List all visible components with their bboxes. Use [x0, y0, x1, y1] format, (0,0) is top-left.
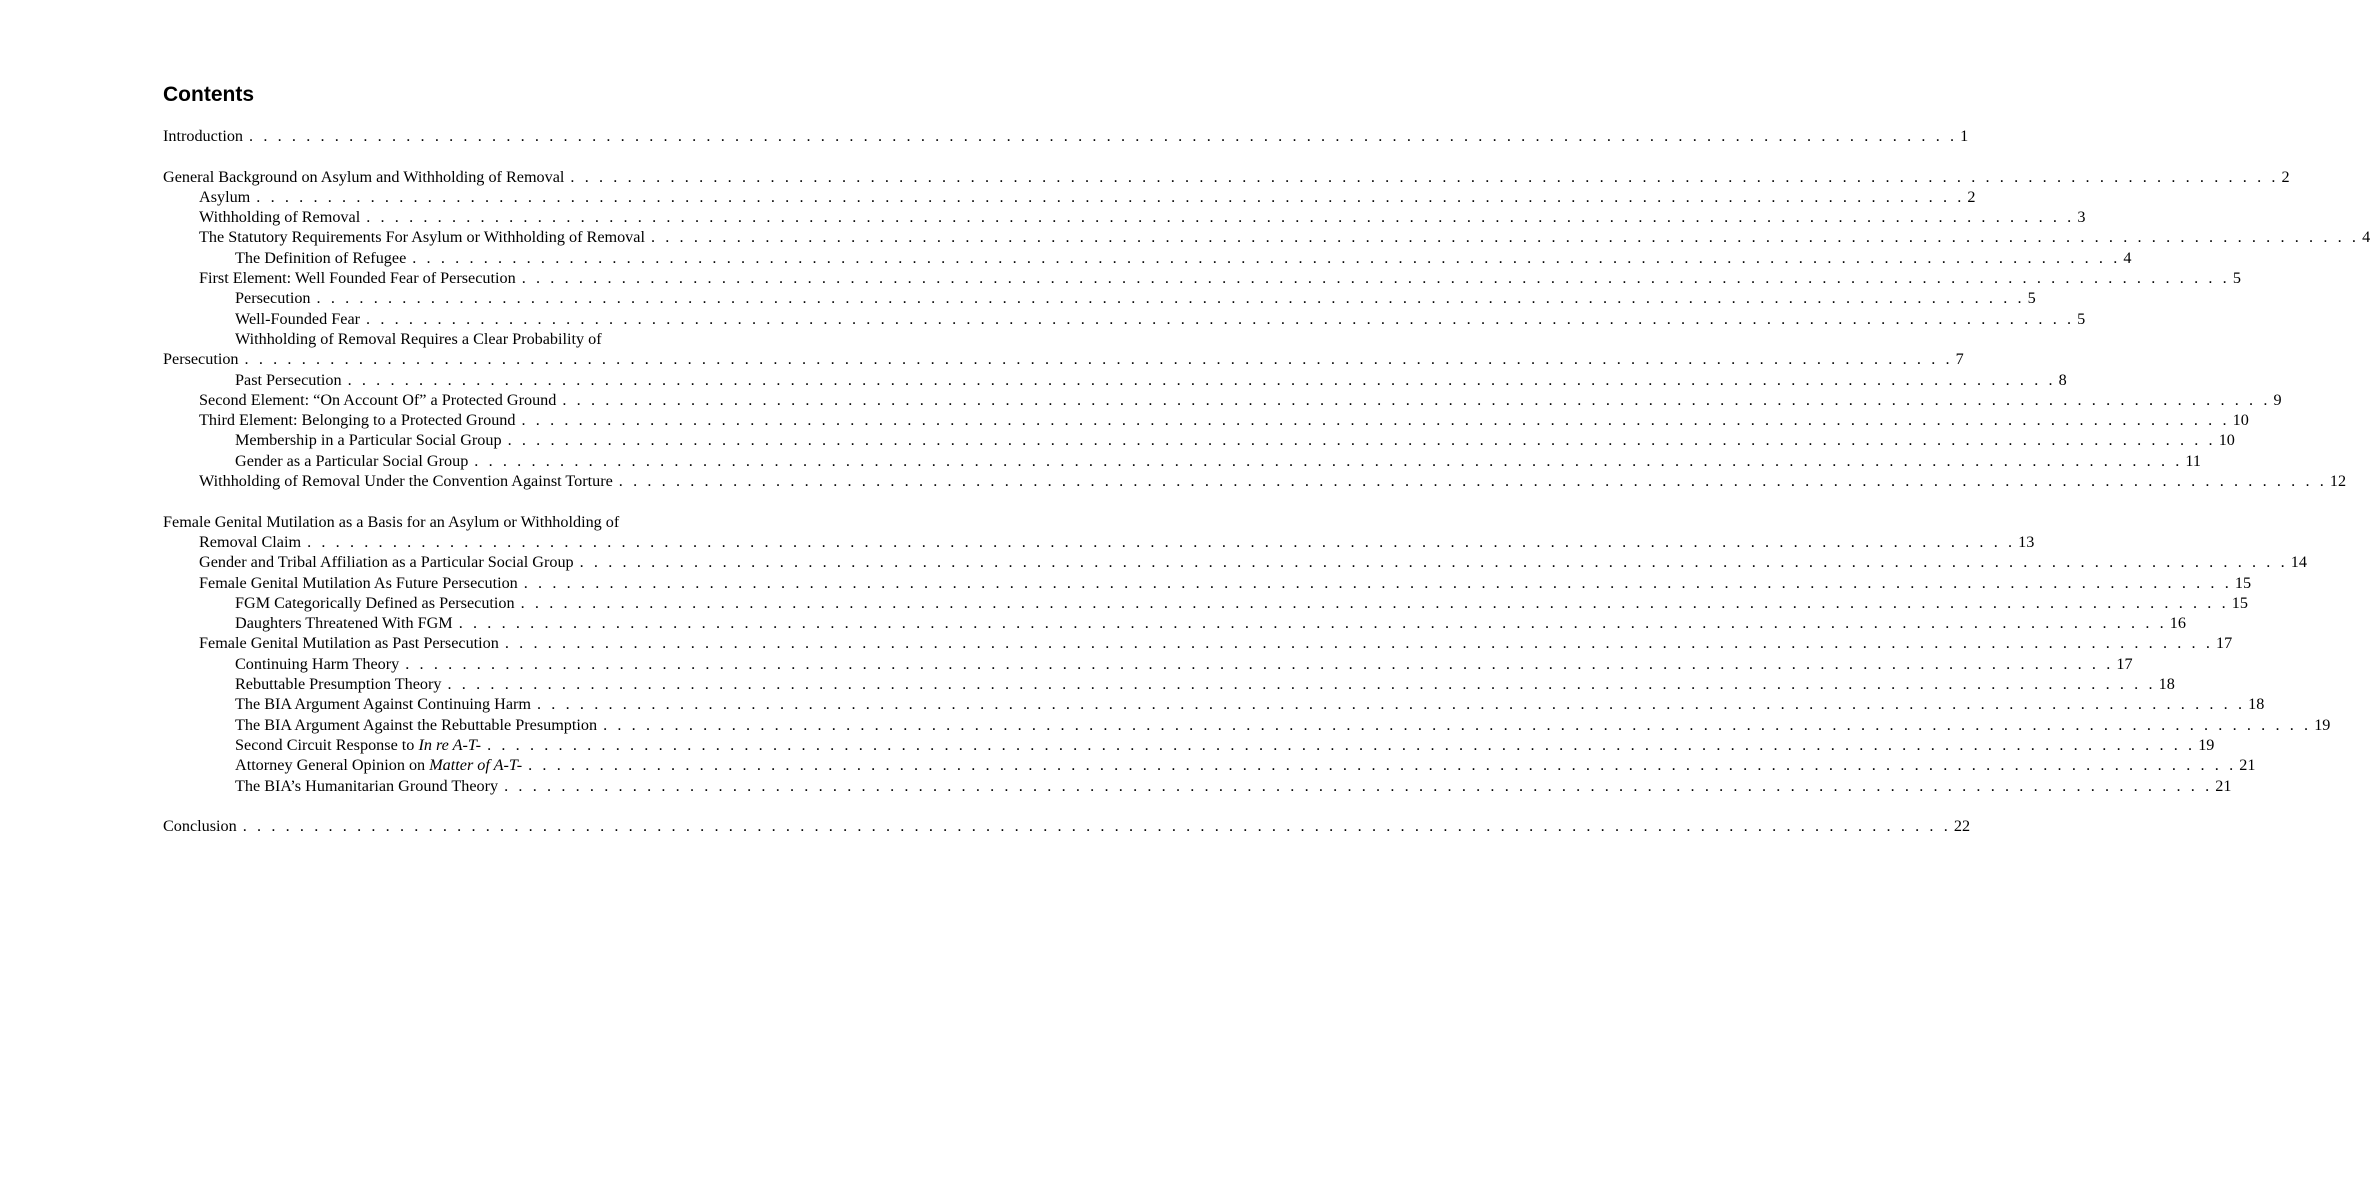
dot-leader: . . . . . . . . . . . . . . . . . . . . . . . . . . . . . . . . . . . . . . . . . . . . . . . . . . . . . . . . . . . . . . . . . . . . . . . . . . . . . . . . . . . . . . . . . . . . . . . . . . . . . . . . . . . . . . . . . . . . . . . .	[256, 187, 1965, 206]
page-number: 10	[2218, 431, 2235, 450]
dot-leader: . . . . . . . . . . . . . . . . . . . . . . . . . . . . . . . . . . . . . . . . . . . . . . . . . . . . . . . . . . . . . . . . . . . . . . . . . . . . . . . . . . . . . . . . . . . . . . . . . . . . . . . . . . . . . . . . . . . . . . . .	[405, 654, 2114, 673]
toc-entry	[163, 430, 2235, 450]
toc-entry	[163, 248, 2132, 268]
toc-entry-title	[199, 187, 250, 207]
section-gap	[163, 146, 759, 166]
toc-entry-title	[235, 451, 468, 471]
dot-leader: . . . . . . . . . . . . . . . . . . . . . . . . . . . . . . . . . . . . . . . . . . . . . . . . . . . . . . . . . . . . . . . . . . . . . . . . . . . . . . . . . . . . . . . . . . . . . . . . . . . . . . . . . . . . . . . . . . . . . . . .	[507, 431, 2216, 450]
toc-entry	[163, 613, 2186, 633]
page-number: 17	[2215, 634, 2233, 653]
page-number: 19	[2198, 735, 2215, 754]
section-gap	[163, 796, 759, 816]
toc-entry-line	[163, 329, 759, 349]
toc-entry-title: Withholding of Removal Requires a Clear Probability of	[235, 329, 602, 348]
toc-entry-title	[199, 573, 518, 593]
toc-entry-title	[199, 268, 516, 288]
toc-entry-text: The BIA Argument Against the Rebuttable Presumption	[235, 715, 598, 734]
toc-entry-text: FGM Categorically Defined as Persecution	[235, 593, 515, 612]
dot-leader: . . . . . . . . . . . . . . . . . . . . . . . . . . . . . . . . . . . . . . . . . . . . . . . . . . . . . . . . . . . . . . . . . . . . . . . . . . . . . . . . . . . . . . . . . . . . . . . . . . . . . . . . . . . . . . . . . . . . . . . .	[504, 634, 2213, 653]
toc-entry	[163, 816, 1971, 836]
toc-entry	[163, 288, 2036, 308]
toc-entry-title	[235, 309, 360, 329]
page-number: 11	[2185, 451, 2201, 470]
page-number: 1	[1960, 127, 1969, 145]
toc-entry-title	[235, 715, 597, 735]
toc-entry-title	[199, 207, 360, 227]
toc-entry-title	[235, 430, 502, 450]
toc-page	[163, 80, 2370, 836]
toc-entry-text: Persecution	[235, 289, 311, 308]
toc-entry-italic-title: Matter of A-T-	[429, 756, 523, 775]
dot-leader: . . . . . . . . . . . . . . . . . . . . . . . . . . . . . . . . . . . . . . . . . . . . . . . . . . . . . . . . . . . . . . . . . . . . . . . . . . . . . . . . . . . . . . . . . . . . . . . . . . . . . . . . . . . . . . . . . . . . . . . .	[487, 735, 2196, 754]
toc-entry	[163, 207, 2086, 227]
toc-entry	[163, 167, 2290, 187]
page-number: 3	[2077, 208, 2086, 227]
dot-leader: . . . . . . . . . . . . . . . . . . . . . . . . . . . . . . . . . . . . . . . . . . . . . . . . . . . . . . . . . . . . . . . . . . . . . . . . . . . . . . . . . . . . . . . . . . . . . . . . . . . . . . . . . . . . . . . . . . . . . . . .	[249, 127, 1958, 145]
page-number: 9	[2273, 390, 2282, 409]
toc-entry-title	[235, 654, 399, 674]
toc-entry-text: Withholding of Removal	[199, 208, 361, 227]
page-number: 18	[2158, 675, 2175, 694]
dot-leader: . . . . . . . . . . . . . . . . . . . . . . . . . . . . . . . . . . . . . . . . . . . . . . . . . . . . . . . . . . . . . . . . . . . . . . . . . . . . . . . . . . . . . . . . . . . . . . . . . . . . . . . . . . . . . . . . . . . . . . . .	[521, 269, 2230, 288]
toc-entry	[163, 268, 2241, 288]
dot-leader: . . . . . . . . . . . . . . . . . . . . . . . . . . . . . . . . . . . . . . . . . . . . . . . . . . . . . . . . . . . . . . . . . . . . . . . . . . . . . . . . . . . . . . . . . . . . . . . . . . . . . . . . . . . . . . . . . . . . . . . .	[366, 208, 2075, 227]
toc-entry-title	[235, 776, 498, 796]
dot-leader: . . . . . . . . . . . . . . . . . . . . . . . . . . . . . . . . . . . . . . . . . . . . . . . . . . . . . . . . . . . . . . . . . . . . . . . . . . . . . . . . . . . . . . . . . . . . . . . . . . . . . . . . . . . . . . . . . . . . . . . .	[474, 451, 2183, 470]
page-number: 15	[2231, 593, 2248, 612]
dot-leader: . . . . . . . . . . . . . . . . . . . . . . . . . . . . . . . . . . . . . . . . . . . . . . . . . . . . . . . . . . . . . . . . . . . . . . . . . . . . . . . . . . . . . . . . . . . . . . . . . . . . . . . . . . . . . . . . . . . . . . . .	[562, 390, 2271, 409]
page-number: 12	[2329, 472, 2347, 491]
toc-entry-text: Second Circuit Response to	[235, 735, 419, 754]
dot-leader: . . . . . . . . . . . . . . . . . . . . . . . . . . . . . . . . . . . . . . . . . . . . . . . . . . . . . . . . . . . . . . . . . . . . . . . . . . . . . . . . . . . . . . . . . . . . . . . . . . . . . . . . . . . . . . . . . . . . . . . .	[603, 715, 2312, 734]
page-title: Contents	[163, 83, 254, 106]
toc-entry-text: Conclusion	[163, 817, 237, 836]
page-number: 5	[2027, 289, 2036, 308]
dot-leader: . . . . . . . . . . . . . . . . . . . . . . . . . . . . . . . . . . . . . . . . . . . . . . . . . . . . . . . . . . . . . . . . . . . . . . . . . . . . . . . . . . . . . . . . . . . . . . . . . . . . . . . . . . . . . . . . . . . . . . . .	[504, 776, 2213, 795]
toc-entry	[163, 633, 2233, 653]
toc-entry	[163, 776, 2232, 796]
toc-entry	[163, 715, 2331, 735]
toc-entry	[163, 593, 2248, 613]
toc-entry-title	[199, 227, 645, 247]
dot-leader: . . . . . . . . . . . . . . . . . . . . . . . . . . . . . . . . . . . . . . . . . . . . . . . . . . . . . . . . . . . . . . . . . . . . . . . . . . . . . . . . . . . . . . . . . . . . . . . . . . . . . . . . . . . . . . . . . . . . . . . .	[307, 532, 2016, 551]
toc-entry-title	[235, 755, 522, 775]
dot-leader: . . . . . . . . . . . . . . . . . . . . . . . . . . . . . . . . . . . . . . . . . . . . . . . . . . . . . . . . . . . . . . . . . . . . . . . . . . . . . . . . . . . . . . . . . . . . . . . . . . . . . . . . . . . . . . . . . . . . . . . .	[366, 309, 2075, 328]
toc-entry	[163, 735, 2215, 755]
dot-leader: . . . . . . . . . . . . . . . . . . . . . . . . . . . . . . . . . . . . . . . . . . . . . . . . . . . . . . . . . . . . . . . . . . . . . . . . . . . . . . . . . . . . . . . . . . . . . . . . . . . . . . . . . . . . . . . . . . . . . . . .	[412, 248, 2121, 267]
toc-entry-text: Gender and Tribal Affiliation as a Particular Social Group	[199, 553, 574, 572]
page-number: 4	[2123, 248, 2132, 267]
toc-entry-text: Third Element: Belonging to a Protected Ground	[199, 411, 516, 430]
page-number: 16	[2169, 614, 2186, 633]
table-of-contents	[163, 126, 2370, 836]
section-gap	[163, 491, 759, 511]
toc-entry	[163, 573, 2252, 593]
toc-entry-italic-title: In re A-T-	[418, 735, 482, 754]
toc-entry	[163, 187, 1976, 207]
dot-leader: . . . . . . . . . . . . . . . . . . . . . . . . . . . . . . . . . . . . . . . . . . . . . . . . . . . . . . . . . . . . . . . . . . . . . . . . . . . . . . . . . . . . . . . . . . . . . . . . . . . . . . . . . . . . . . . . . . . . . . . .	[520, 593, 2229, 612]
dot-leader: . . . . . . . . . . . . . . . . . . . . . . . . . . . . . . . . . . . . . . . . . . . . . . . . . . . . . . . . . . . . . . . . . . . . . . . . . . . . . . . . . . . . . . . . . . . . . . . . . . . . . . . . . . . . . . . . . . . . . . . .	[618, 472, 2327, 491]
toc-entry-text: The BIA Argument Against Continuing Harm	[235, 695, 532, 714]
toc-entry-title	[199, 471, 613, 491]
toc-entry-title	[235, 248, 406, 268]
toc-entry	[163, 370, 2067, 390]
page-number: 19	[2314, 715, 2331, 734]
toc-entry-title: Female Genital Mutilation as a Basis for an Asylum or Withholding of	[163, 512, 620, 531]
toc-entry	[163, 390, 2282, 410]
toc-entry	[163, 349, 1964, 369]
dot-leader: . . . . . . . . . . . . . . . . . . . . . . . . . . . . . . . . . . . . . . . . . . . . . . . . . . . . . . . . . . . . . . . . . . . . . . . . . . . . . . . . . . . . . . . . . . . . . . . . . . . . . . . . . . . . . . . . . . . . . . . .	[447, 675, 2156, 694]
toc-entry-line	[163, 512, 759, 532]
dot-leader: . . . . . . . . . . . . . . . . . . . . . . . . . . . . . . . . . . . . . . . . . . . . . . . . . . . . . . . . . . . . . . . . . . . . . . . . . . . . . . . . . . . . . . . . . . . . . . . . . . . . . . . . . . . . . . . . . . . . . . . .	[537, 695, 2246, 714]
toc-entry-text: Past Persecution	[235, 370, 342, 389]
toc-entry	[163, 410, 2249, 430]
toc-entry	[163, 694, 2265, 714]
toc-entry-text: Second Element: “On Account Of” a Protected Ground	[199, 390, 557, 409]
page-number: 13	[2018, 532, 2035, 551]
dot-leader: . . . . . . . . . . . . . . . . . . . . . . . . . . . . . . . . . . . . . . . . . . . . . . . . . . . . . . . . . . . . . . . . . . . . . . . . . . . . . . . . . . . . . . . . . . . . . . . . . . . . . . . . . . . . . . . . . . . . . . . .	[244, 350, 1953, 369]
toc-entry-text: The Statutory Requirements For Asylum or Withholding of Removal	[199, 228, 645, 247]
toc-entry-title	[199, 410, 516, 430]
page-number: 14	[2290, 553, 2307, 572]
page-number: 8	[2058, 370, 2067, 389]
toc-entry-text: The BIA’s Humanitarian Ground Theory	[235, 776, 499, 795]
dot-leader: . . . . . . . . . . . . . . . . . . . . . . . . . . . . . . . . . . . . . . . . . . . . . . . . . . . . . . . . . . . . . . . . . . . . . . . . . . . . . . . . . . . . . . . . . . . . . . . . . . . . . . . . . . . . . . . . . . . . . . . .	[523, 573, 2232, 592]
toc-entry-title	[163, 816, 237, 836]
dot-leader: . . . . . . . . . . . . . . . . . . . . . . . . . . . . . . . . . . . . . . . . . . . . . . . . . . . . . . . . . . . . . . . . . . . . . . . . . . . . . . . . . . . . . . . . . . . . . . . . . . . . . . . . . . . . . . . . . . . . . . . .	[316, 289, 2025, 308]
toc-entry-text: Persecution	[163, 350, 239, 369]
toc-entry-text: Removal Claim	[199, 532, 302, 551]
toc-entry-text: General Background on Asylum and Withholding of Removal	[163, 167, 565, 186]
toc-entry-title	[235, 613, 453, 633]
dot-leader: . . . . . . . . . . . . . . . . . . . . . . . . . . . . . . . . . . . . . . . . . . . . . . . . . . . . . . . . . . . . . . . . . . . . . . . . . . . . . . . . . . . . . . . . . . . . . . . . . . . . . . . . . . . . . . . . . . . . . . . .	[570, 167, 2279, 186]
page-number: 2	[1967, 187, 1976, 206]
page-number: 17	[2116, 654, 2133, 673]
toc-entry-title	[235, 370, 342, 390]
toc-entry-text: First Element: Well Founded Fear of Persecution	[199, 269, 516, 288]
toc-entry	[163, 227, 2370, 247]
page-number: 18	[2248, 695, 2265, 714]
page-number: 15	[2234, 573, 2252, 592]
toc-entry-title	[235, 694, 531, 714]
toc-entry-text: Introduction	[163, 127, 244, 145]
toc-entry-text: Female Genital Mutilation as Past Persecution	[199, 634, 499, 653]
toc-entry-title	[235, 593, 515, 613]
toc-entry	[163, 309, 2086, 329]
toc-entry-text: Continuing Harm Theory	[235, 654, 400, 673]
toc-entry-title	[235, 735, 481, 755]
toc-entry-text: Well-Founded Fear	[235, 309, 361, 328]
page-number: 21	[2239, 756, 2256, 775]
toc-entry-title	[199, 390, 556, 410]
toc-entry-text: Withholding of Removal Under the Convention Against Torture	[199, 472, 613, 491]
toc-entry-text: Membership in a Particular Social Group	[235, 431, 502, 450]
toc-entry-title	[163, 126, 243, 146]
dot-leader: . . . . . . . . . . . . . . . . . . . . . . . . . . . . . . . . . . . . . . . . . . . . . . . . . . . . . . . . . . . . . . . . . . . . . . . . . . . . . . . . . . . . . . . . . . . . . . . . . . . . . . . . . . . . . . . . . . . . . . . .	[650, 228, 2360, 247]
page-number: 5	[2232, 269, 2241, 288]
toc-entry	[163, 674, 2175, 694]
toc-entry-title	[199, 633, 499, 653]
toc-entry-title	[235, 288, 311, 308]
page-number: 21	[2215, 776, 2232, 795]
toc-entry	[163, 552, 2307, 572]
page-number: 22	[1953, 817, 1971, 836]
dot-leader: . . . . . . . . . . . . . . . . . . . . . . . . . . . . . . . . . . . . . . . . . . . . . . . . . . . . . . . . . . . . . . . . . . . . . . . . . . . . . . . . . . . . . . . . . . . . . . . . . . . . . . . . . . . . . . . . . . . . . . . .	[579, 553, 2288, 572]
toc-entry-title	[199, 532, 301, 552]
toc-entry	[163, 654, 2133, 674]
toc-entry-text: The Definition of Refugee	[235, 248, 407, 267]
toc-entry	[163, 532, 2035, 552]
page-number: 2	[2281, 167, 2290, 186]
toc-entry-text: Female Genital Mutilation As Future Persecution	[199, 573, 518, 592]
toc-entry-text: Gender as a Particular Social Group	[235, 451, 469, 470]
dot-leader: . . . . . . . . . . . . . . . . . . . . . . . . . . . . . . . . . . . . . . . . . . . . . . . . . . . . . . . . . . . . . . . . . . . . . . . . . . . . . . . . . . . . . . . . . . . . . . . . . . . . . . . . . . . . . . . . . . . . . . . .	[458, 614, 2167, 633]
dot-leader: . . . . . . . . . . . . . . . . . . . . . . . . . . . . . . . . . . . . . . . . . . . . . . . . . . . . . . . . . . . . . . . . . . . . . . . . . . . . . . . . . . . . . . . . . . . . . . . . . . . . . . . . . . . . . . . . . . . . . . . .	[347, 370, 2056, 389]
page-number: 7	[1955, 350, 1964, 369]
toc-entry	[163, 471, 2347, 491]
toc-entry-text: Daughters Threatened With FGM	[235, 614, 453, 633]
dot-leader: . . . . . . . . . . . . . . . . . . . . . . . . . . . . . . . . . . . . . . . . . . . . . . . . . . . . . . . . . . . . . . . . . . . . . . . . . . . . . . . . . . . . . . . . . . . . . . . . . . . . . . . . . . . . . . . . . . . . . . . .	[242, 817, 1951, 836]
toc-entry-title	[163, 167, 564, 187]
toc-entry	[163, 126, 1969, 146]
page-number: 10	[2232, 411, 2249, 430]
toc-entry-text: Asylum	[199, 187, 251, 206]
toc-entry	[163, 755, 2256, 775]
toc-entry-text: Rebuttable Presumption Theory	[235, 675, 442, 694]
toc-entry-title	[163, 349, 239, 369]
toc-entry-text: Attorney General Opinion on	[235, 756, 430, 775]
page-number: 5	[2077, 309, 2086, 328]
toc-entry	[163, 451, 2201, 471]
toc-entry-title	[199, 552, 574, 572]
toc-entry-title	[235, 674, 442, 694]
dot-leader: . . . . . . . . . . . . . . . . . . . . . . . . . . . . . . . . . . . . . . . . . . . . . . . . . . . . . . . . . . . . . . . . . . . . . . . . . . . . . . . . . . . . . . . . . . . . . . . . . . . . . . . . . . . . . . . . . . . . . . . .	[528, 756, 2237, 775]
page-number: 4	[2362, 228, 2370, 247]
dot-leader: . . . . . . . . . . . . . . . . . . . . . . . . . . . . . . . . . . . . . . . . . . . . . . . . . . . . . . . . . . . . . . . . . . . . . . . . . . . . . . . . . . . . . . . . . . . . . . . . . . . . . . . . . . . . . . . . . . . . . . . .	[521, 411, 2230, 430]
